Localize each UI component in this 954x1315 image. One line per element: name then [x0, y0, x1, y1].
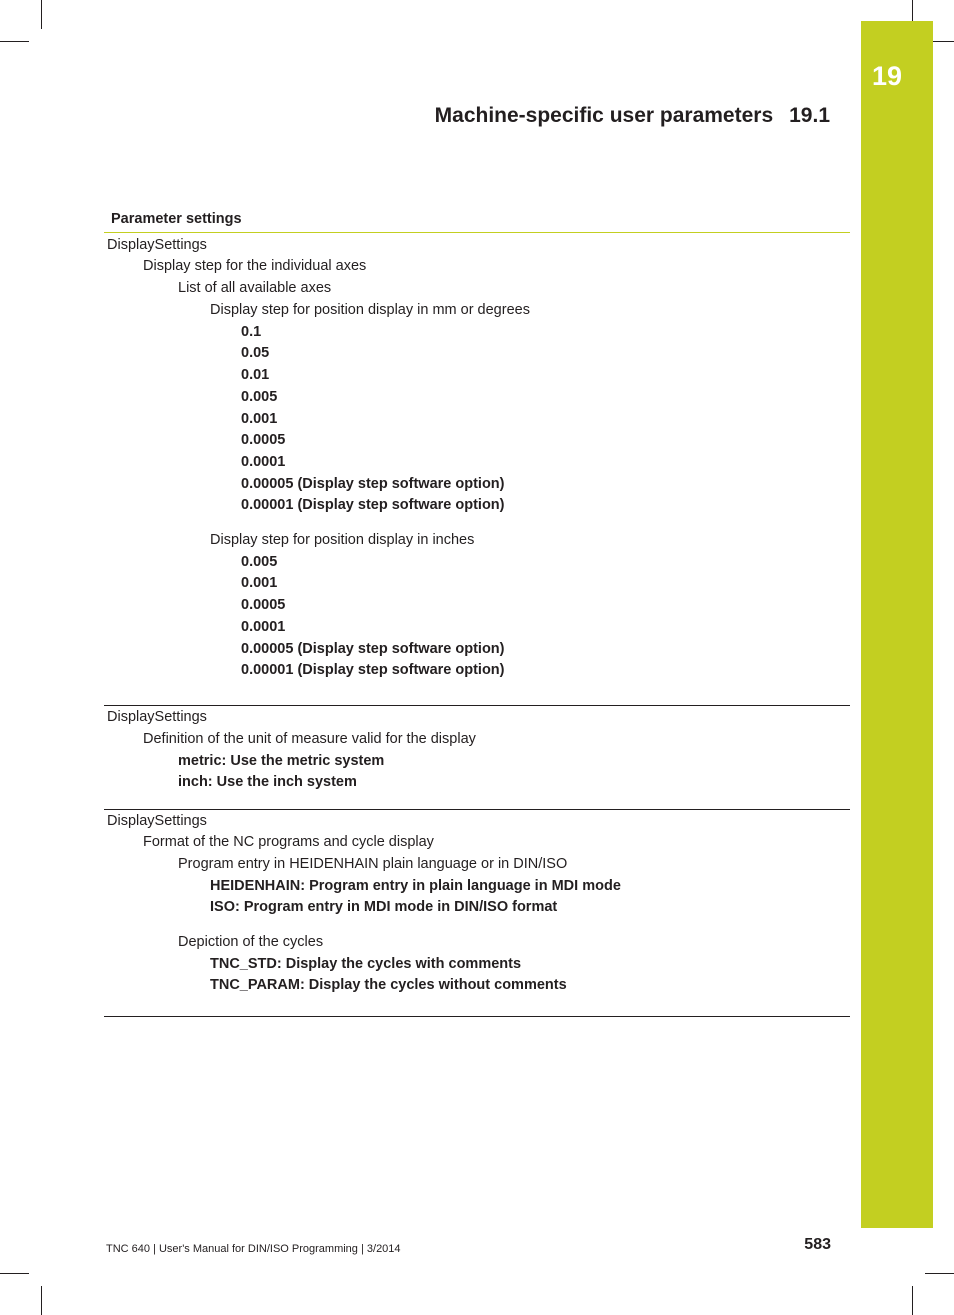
parameter-value: 0.001	[241, 411, 278, 427]
parameter-value: 0.01	[241, 367, 270, 383]
parameter-subentry: Depiction of the cycles	[178, 934, 324, 950]
parameter-value: 0.0001	[241, 619, 286, 635]
parameter-name: DisplaySettings	[107, 237, 207, 253]
parameter-subentry: List of all available axes	[178, 280, 332, 296]
parameter-name: DisplaySettings	[107, 813, 207, 829]
parameter-value: 0.001	[241, 575, 278, 591]
parameter-description: Definition of the unit of measure valid for the display	[143, 731, 476, 747]
parameter-value: 0.00005 (Display step software option)	[241, 476, 505, 492]
parameter-value: TNC_PARAM: Display the cycles without comments	[210, 977, 567, 993]
row-divider	[104, 809, 850, 810]
crop-mark	[925, 1273, 954, 1274]
crop-mark	[0, 41, 29, 42]
chapter-tab	[861, 21, 933, 1228]
parameter-value: 0.0005	[241, 597, 286, 613]
parameter-value: 0.005	[241, 389, 278, 405]
crop-mark	[41, 0, 42, 29]
table-heading: Parameter settings	[111, 211, 242, 227]
section-number: 19.1	[789, 104, 830, 127]
parameter-value: 0.0001	[241, 454, 286, 470]
parameter-value: HEIDENHAIN: Program entry in plain language in MDI mode	[210, 878, 621, 894]
parameter-description: Format of the NC programs and cycle display	[143, 834, 434, 850]
parameter-description: Display step for the individual axes	[143, 258, 367, 274]
table-heading-rule	[104, 232, 850, 233]
crop-mark	[41, 1286, 42, 1315]
parameter-subentry: Program entry in HEIDENHAIN plain language or in DIN/ISO	[178, 856, 568, 872]
running-header	[435, 102, 830, 130]
parameter-subentry: Display step for position display in mm or degrees	[210, 302, 530, 318]
parameter-value: 0.00001 (Display step software option)	[241, 662, 505, 678]
parameter-name: DisplaySettings	[107, 709, 207, 725]
parameter-value: 0.005	[241, 554, 278, 570]
footer-text: TNC 640 | User's Manual for DIN/ISO Programming | 3/2014	[106, 1243, 401, 1255]
page-number: 583	[804, 1236, 831, 1253]
parameter-subentry: Display step for position display in inches	[210, 532, 475, 548]
parameter-value: TNC_STD: Display the cycles with comments	[210, 956, 522, 972]
parameter-value: 0.00005 (Display step software option)	[241, 641, 505, 657]
crop-mark	[0, 1273, 29, 1274]
parameter-value: inch: Use the inch system	[178, 774, 357, 790]
row-divider	[104, 1016, 850, 1017]
crop-mark	[912, 1286, 913, 1315]
parameter-value: 0.1	[241, 324, 262, 340]
parameter-value: 0.00001 (Display step software option)	[241, 497, 505, 513]
parameter-value: ISO: Program entry in MDI mode in DIN/ISO format	[210, 899, 558, 915]
row-divider	[104, 705, 850, 706]
chapter-number: 19	[872, 61, 903, 91]
parameter-value: 0.05	[241, 345, 270, 361]
parameter-value: metric: Use the metric system	[178, 753, 385, 769]
parameter-value: 0.0005	[241, 432, 286, 448]
running-title: Machine-specific user parameters	[434, 104, 774, 127]
